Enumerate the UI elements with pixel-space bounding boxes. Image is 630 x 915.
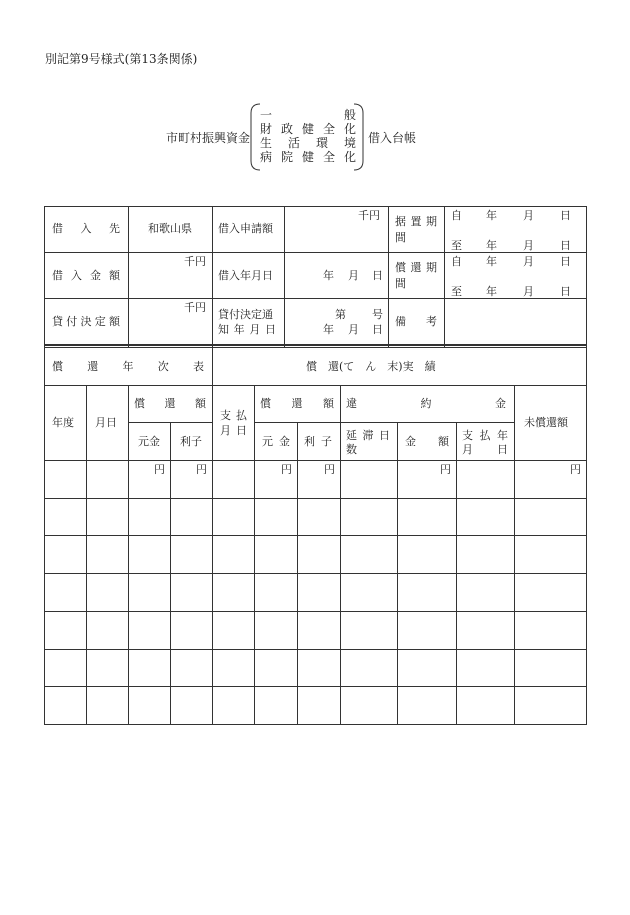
notice-number-prefix: 第 — [335, 308, 346, 321]
notice-date-label-2: 知年月日 — [218, 323, 276, 336]
title-prefix: 市町村振興資金 — [166, 131, 251, 145]
table-row-line — [44, 573, 587, 574]
yen-unit-actual-interest: 円 — [324, 463, 335, 476]
title-option-char: 環 — [315, 136, 328, 150]
borrow-date-label: 借入年月日 — [218, 269, 273, 282]
right-brace-icon — [352, 103, 366, 171]
table-row-line — [44, 535, 587, 536]
repayment-to-month: 月 — [523, 285, 534, 298]
repayment-from-year: 年 — [486, 255, 497, 268]
repayment-actual-title: 償 還(て ん 末)実 績 — [306, 360, 436, 373]
yen-unit-interest: 円 — [196, 463, 207, 476]
col-actual-repayment-amount: 償還額 — [260, 397, 334, 410]
title-option-row — [260, 150, 356, 164]
title-option-row — [260, 108, 356, 122]
col-actual-principal: 元金 — [262, 435, 290, 448]
title-option-row — [260, 136, 356, 150]
repayment-from-month: 月 — [523, 255, 534, 268]
borrow-date-month: 月 — [348, 269, 359, 282]
col-overdue-days-2: 数 — [346, 443, 357, 456]
lender-label: 借 入 先 — [52, 222, 120, 235]
col-actual-interest: 利子 — [304, 435, 332, 448]
title-option-char: 般 — [343, 108, 356, 122]
title-option-char: 病 — [260, 150, 273, 164]
table-row-line — [44, 724, 587, 725]
col-interest: 利子 — [180, 435, 202, 448]
notice-number-suffix: 号 — [372, 308, 383, 321]
repayment-period-label-box — [395, 260, 437, 292]
application-amount-label: 借入申請額 — [218, 222, 273, 235]
deferment-to-label: 至 — [451, 239, 462, 252]
borrow-date-year: 年 — [323, 269, 334, 282]
application-amount-unit: 千円 — [358, 209, 380, 222]
notice-date-label-1: 貸付決定通 — [218, 308, 273, 321]
borrow-date-day: 日 — [372, 269, 383, 282]
title-option-char — [316, 108, 328, 122]
table-row-line — [44, 498, 587, 499]
title-option-char: 財 — [260, 122, 273, 136]
deferment-from-month: 月 — [523, 209, 534, 222]
loan-decision-amount-label: 貸付決定額 — [52, 315, 120, 328]
deferment-period-label: 据置期間 — [395, 215, 437, 244]
yen-unit-penalty-amount: 円 — [440, 463, 451, 476]
col-payment-date-2: 月日 — [220, 424, 247, 437]
deferment-to-month: 月 — [523, 239, 534, 252]
deferment-to-day: 日 — [560, 239, 571, 252]
deferment-period-label-1 — [395, 214, 437, 246]
yen-unit-principal: 円 — [154, 463, 165, 476]
title-option-char: 政 — [280, 122, 293, 136]
repayment-period-label: 償還期間 — [395, 261, 437, 290]
deferment-from-label: 自 — [451, 209, 462, 222]
remarks-label: 備 考 — [395, 315, 437, 328]
table-row-line — [44, 611, 587, 612]
notice-date-day: 日 — [372, 323, 383, 336]
yen-unit-actual-principal: 円 — [281, 463, 292, 476]
repayment-schedule-title: 償還年次表 — [52, 360, 204, 373]
col-repayment-amount: 償還額 — [134, 397, 206, 410]
col-unpaid-balance: 未償還額 — [524, 416, 568, 429]
loan-decision-amount-unit: 千円 — [184, 301, 206, 314]
notice-date-year: 年 — [323, 323, 334, 336]
table-row-line — [44, 649, 587, 650]
title-option-char: 健 — [301, 150, 314, 164]
deferment-to-year: 年 — [486, 239, 497, 252]
title-option-char: 一 — [260, 108, 273, 122]
title-suffix: 借入台帳 — [368, 131, 417, 145]
title-option-char: 活 — [287, 136, 300, 150]
table-row-line — [44, 686, 587, 687]
yen-unit-unpaid: 円 — [570, 463, 581, 476]
col-overdue-days-1: 延滞日 — [346, 429, 390, 442]
deferment-from-day: 日 — [560, 209, 571, 222]
title-option-char: 院 — [280, 150, 293, 164]
col-month-day: 月日 — [95, 416, 117, 429]
col-penalty-paydate-2: 月日 — [462, 443, 508, 456]
repayment-to-day: 日 — [560, 285, 571, 298]
repayment-to-year: 年 — [486, 285, 497, 298]
col-fiscal-year: 年度 — [52, 416, 74, 429]
deferment-from-year: 年 — [486, 209, 497, 222]
title-option-char: 境 — [343, 136, 356, 150]
col-principal: 元金 — [138, 435, 160, 448]
repayment-to-label: 至 — [451, 285, 462, 298]
col-penalty: 違約金 — [346, 397, 506, 410]
repayment-from-day: 日 — [560, 255, 571, 268]
title-option-char: 全 — [322, 122, 335, 136]
col-penalty-amount: 金額 — [405, 435, 449, 448]
lender-value: 和歌山県 — [148, 222, 192, 235]
borrow-amount-label: 借入金額 — [52, 269, 120, 282]
title-option-char: 化 — [343, 122, 356, 136]
title-option-char — [288, 108, 300, 122]
title-option-row — [260, 122, 356, 136]
title-option-char: 健 — [301, 122, 314, 136]
notice-date-month: 月 — [348, 323, 359, 336]
repayment-from-label: 自 — [451, 255, 462, 268]
borrow-amount-unit: 千円 — [184, 255, 206, 268]
col-payment-date-1: 支払 — [220, 409, 247, 422]
title-option-char: 化 — [343, 150, 356, 164]
title-option-char: 全 — [322, 150, 335, 164]
title-options — [260, 108, 356, 164]
title-option-char: 生 — [260, 136, 273, 150]
form-number-label: 別記第9号様式(第13条関係) — [45, 52, 198, 66]
col-penalty-paydate-1: 支払年 — [462, 429, 508, 442]
